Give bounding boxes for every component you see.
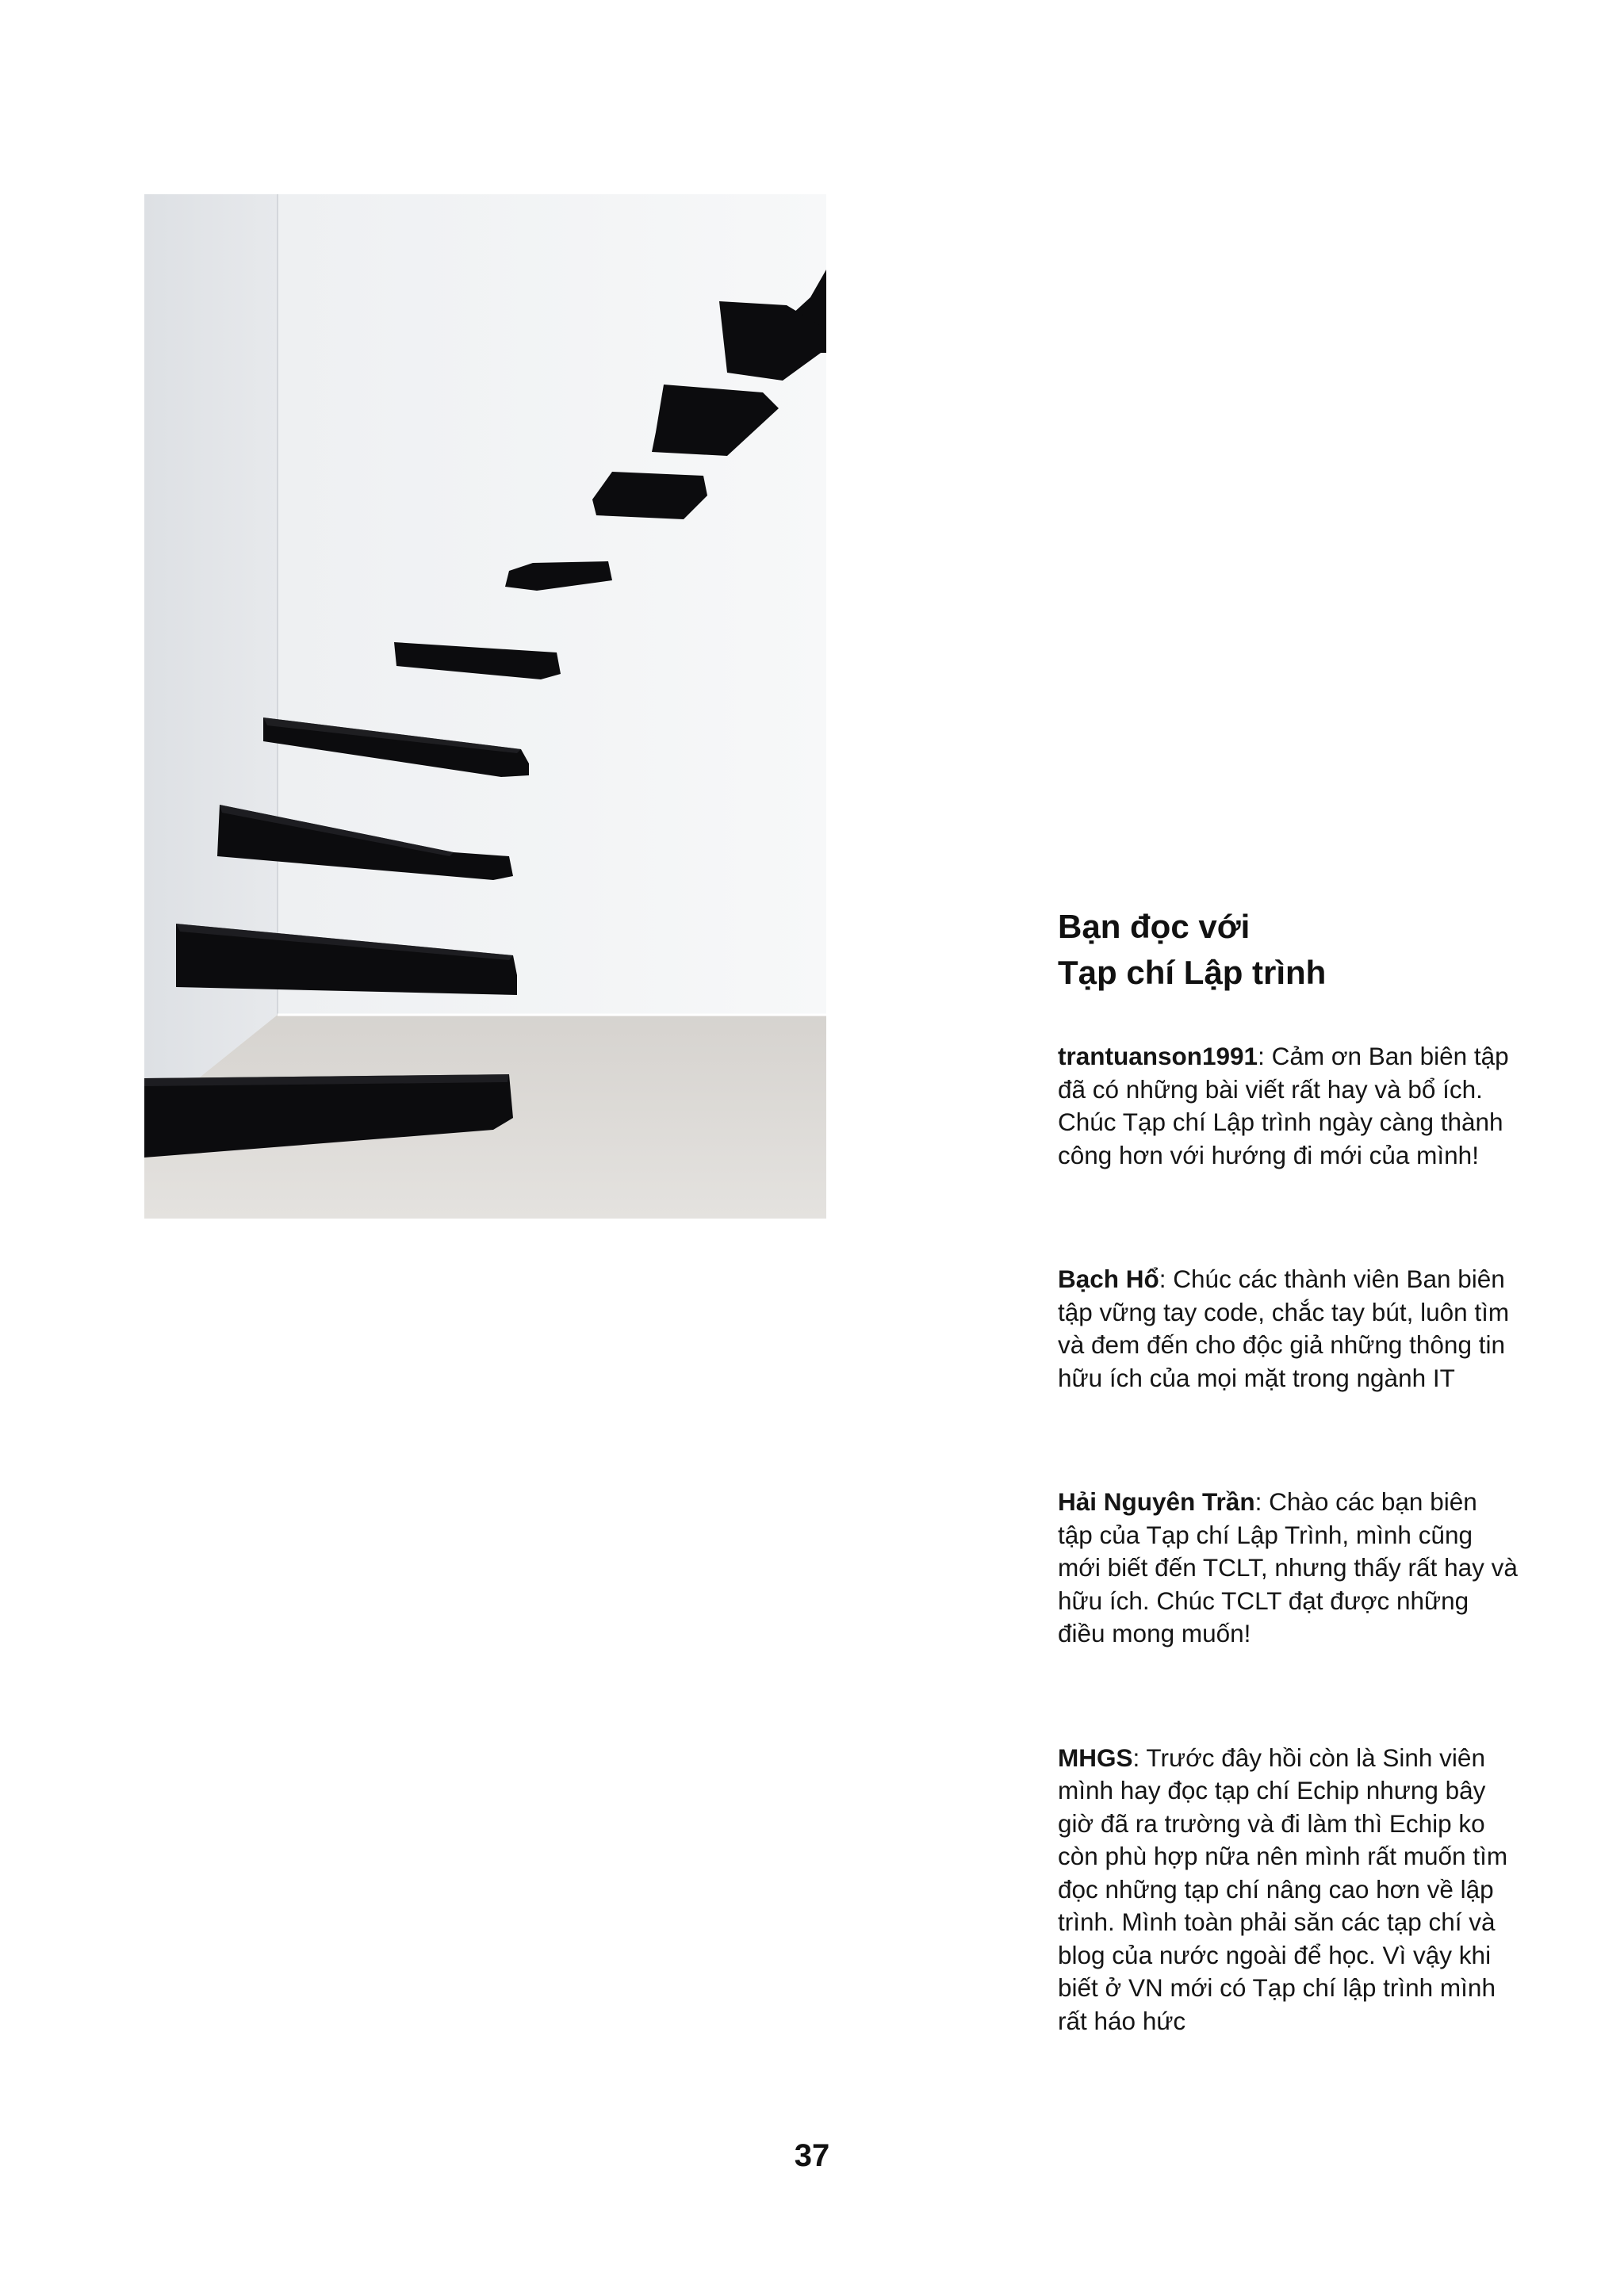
reader-comment: [1058, 1742, 1518, 2038]
comment-text: : Cảm ơn Ban biên tập đã có những bài viết rất hay và bổ ích. Chúc Tạp chí Lập trình ngày càng thành công hơn với hướng đi mới của mình!: [1058, 1042, 1509, 1169]
reader-comment: [1058, 1486, 1518, 1651]
comment-text: : Chào các bạn biên tập của Tạp chí Lập Trình, mình cũng mới biết đến TCLT, nhưng thấy rất hay và hữu ích. Chúc TCLT đạt được những điều mong muốn!: [1058, 1487, 1518, 1647]
comment-author: MHGS: [1058, 1743, 1133, 1772]
reader-comments-article: [1058, 904, 1518, 2038]
article-title: [1058, 904, 1518, 996]
page-number: 37: [794, 2138, 830, 2173]
comment-text: : Chúc các thành viên Ban biên tập vững tay code, chắc tay bút, luôn tìm và đem đến cho độc giả những thông tin hữu ích của mọi mặt trong ngành IT: [1058, 1265, 1510, 1392]
article-title-line-2: Tạp chí Lập trình: [1058, 954, 1327, 991]
floating-staircase-illustration: [144, 194, 826, 1219]
reader-comment: [1058, 1263, 1518, 1395]
comment-author: trantuanson1991: [1058, 1042, 1258, 1070]
article-title-line-1: Bạn đọc với: [1058, 908, 1251, 945]
comment-author: Bạch Hổ: [1058, 1265, 1159, 1293]
staircase-photo: [144, 194, 826, 1219]
comment-author: Hải Nguyên Trần: [1058, 1487, 1255, 1516]
reader-comment: [1058, 1040, 1518, 1172]
comment-text: : Trước đây hồi còn là Sinh viên mình hay đọc tạp chí Echip nhưng bây giờ đã ra trường và đi làm thì Echip ko còn phù hợp nữa nên mình rất muốn tìm đọc những tạp chí nâng cao hơn về lập trình. Mình toàn phải săn các tạp chí và blog của nước ngoài để học. Vì vậy khi biết ở VN mới có Tạp chí lập trình mình rất háo hức: [1058, 1743, 1508, 2035]
step: [592, 472, 707, 519]
